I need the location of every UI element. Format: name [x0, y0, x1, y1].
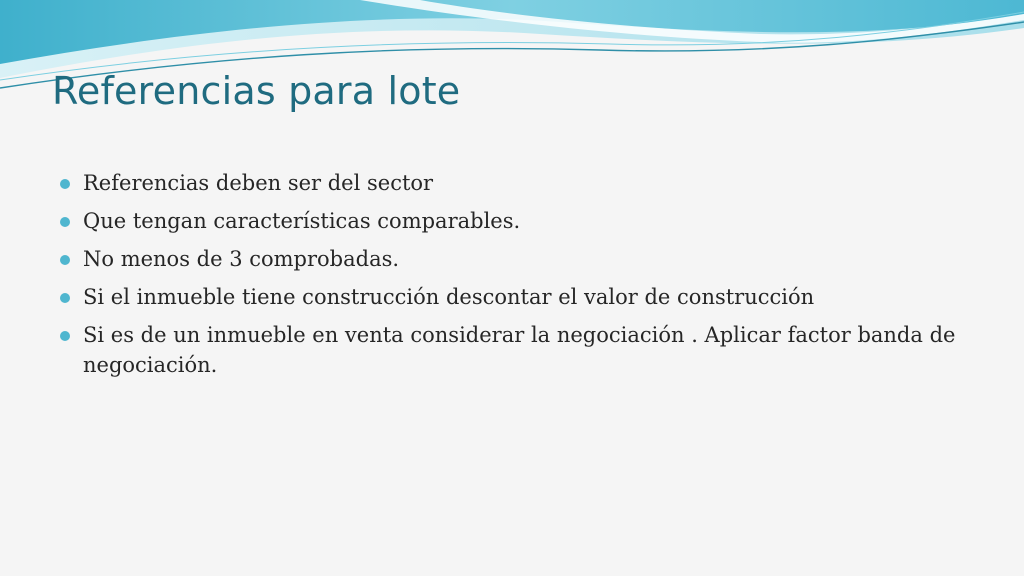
bullet-dot-icon: [60, 293, 70, 303]
bullet-text: Que tengan características comparables.: [83, 209, 521, 233]
list-item: [60, 168, 960, 198]
list-item: [60, 282, 960, 312]
bullet-dot-icon: [60, 179, 70, 189]
bullet-dot-icon: [60, 255, 70, 265]
bullet-text: No menos de 3 comprobadas.: [83, 247, 400, 271]
list-item: [60, 244, 960, 274]
list-item: [60, 206, 960, 236]
bullet-list: [60, 168, 960, 388]
bullet-dot-icon: [60, 331, 70, 341]
bullet-text: Referencias deben ser del sector: [83, 171, 434, 195]
bullet-text: Si es de un inmueble en venta considerar la negociación . Aplicar factor banda de negociación.: [83, 323, 956, 377]
bullet-dot-icon: [60, 217, 70, 227]
list-item: [60, 320, 960, 380]
slide-title: Referencias para lote: [52, 69, 461, 113]
bullet-text: Si el inmueble tiene construcción descontar el valor de construcción: [83, 285, 815, 309]
